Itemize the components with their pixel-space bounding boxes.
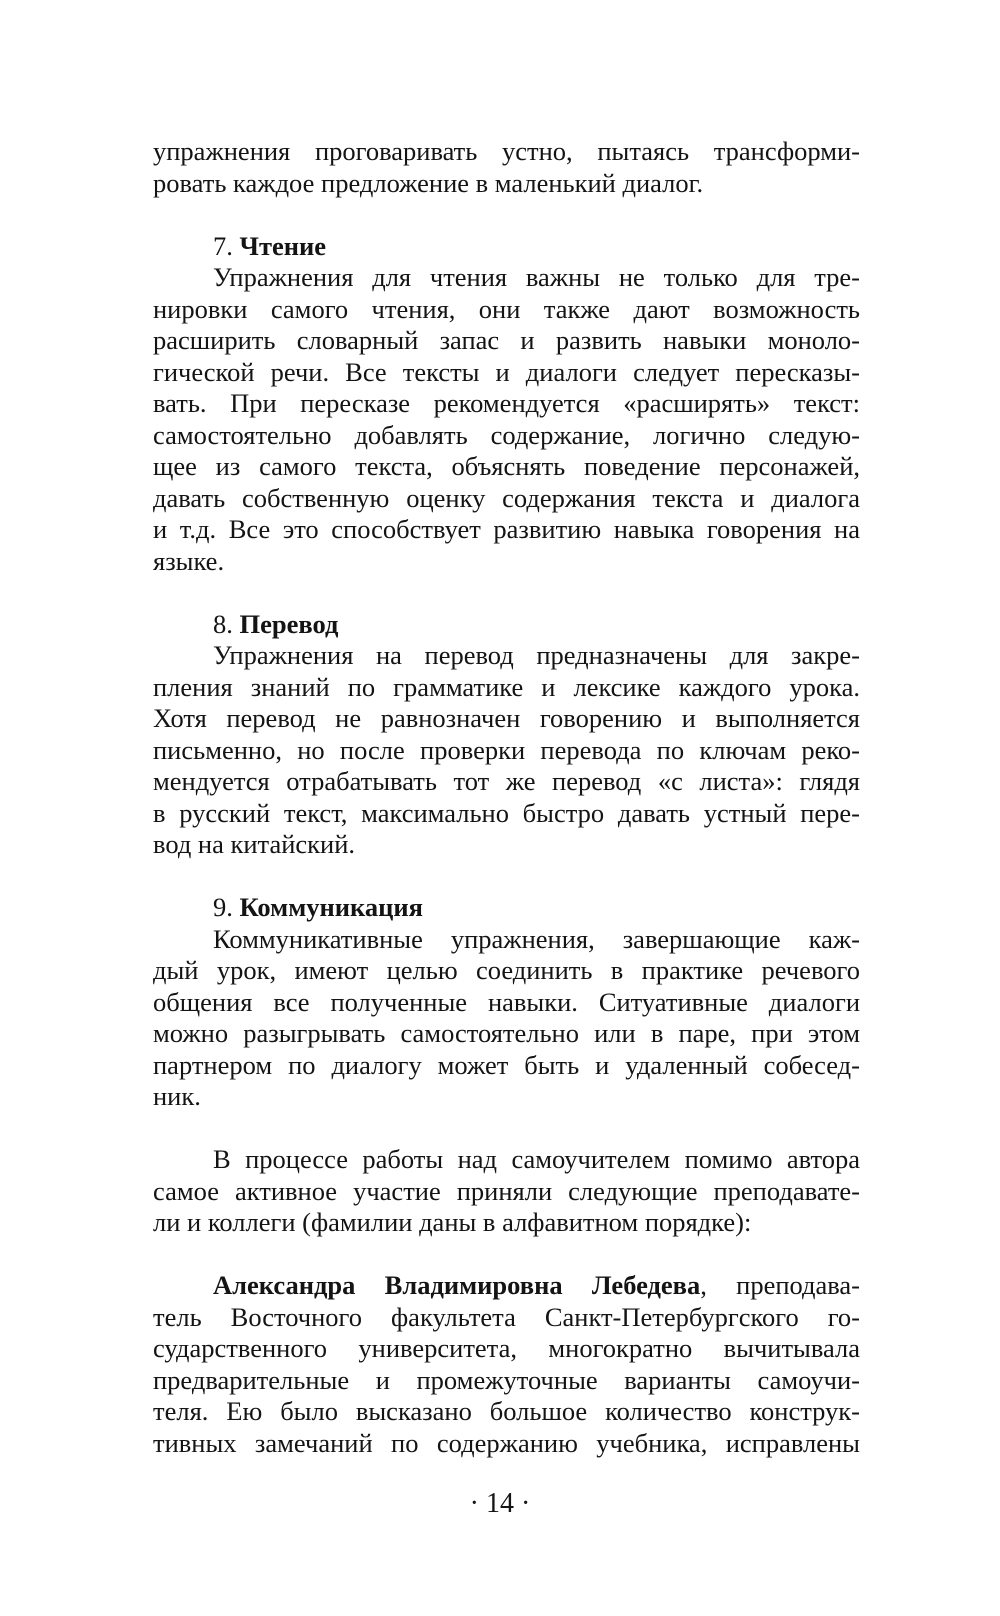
text-line: языке.: [153, 545, 225, 576]
page-number: · 14 ·: [469, 1488, 531, 1519]
text-line: гической речи. Все тексты и диалоги следует пересказы-: [153, 356, 860, 387]
section-number: 7.: [213, 230, 233, 261]
text-line: Коммуникативные упражнения, завершающие каж-: [213, 923, 860, 954]
text-line: тель Восточного факультета Санкт-Петербургского го-: [153, 1301, 860, 1332]
text-line: пления знаний по грамматике и лексике каждого урока.: [153, 671, 860, 702]
text-line: вать. При пересказе рекомендуется «расширять» текст:: [153, 388, 860, 418]
section-number: 9.: [213, 892, 233, 922]
contributor-name: Александра Владимировна Лебедева: [213, 1270, 701, 1300]
section-title: Коммуникация: [239, 892, 424, 922]
contributor-role: , преподава-: [700, 1270, 861, 1300]
paragraph-gap: [153, 861, 860, 893]
text-line: вод на китайский.: [153, 829, 356, 859]
text-line: самостоятельно добавлять содержание, логично следую-: [153, 419, 860, 450]
text-line: Упражнения на перевод предназначены для закре-: [213, 640, 860, 670]
text-line: в русский текст, максимально быстро давать устный пере-: [153, 797, 860, 828]
section-title: Чтение: [239, 230, 327, 261]
text-line: В процессе работы над самоучителем помимо автора: [213, 1144, 860, 1174]
text-line: общения все полученные навыки. Ситуативные диалоги: [153, 986, 860, 1017]
paragraph-gap: [153, 577, 860, 609]
text-line: ник.: [153, 1081, 201, 1111]
section-heading-translation: [153, 609, 860, 641]
text-line: партнером по диалогу может быть и удаленный собесед-: [153, 1049, 860, 1080]
text-line: мендуется отрабатывать тот же перевод «с листа»: глядя: [153, 766, 860, 796]
text-line: Хотя перевод не равнозначен говорению и выполняется: [153, 703, 860, 733]
text-line: давать собственную оценку содержания текста и диалога: [153, 482, 860, 513]
paragraph-gap: [153, 199, 860, 231]
text-line: сударственного университета, многократно вычитывала: [153, 1333, 860, 1363]
section-heading-communication: [153, 892, 860, 924]
text-line: Упражнения для чтения важны не только для тре-: [213, 262, 860, 292]
text-line: ровать каждое предложение в маленький диалог.: [153, 167, 704, 198]
text-line: письменно, но после проверки перевода по ключам реко-: [153, 734, 860, 765]
page-body: [153, 136, 860, 1459]
text-line: дый урок, имеют целью соединить в практике речевого: [153, 955, 860, 985]
paragraph-gap: [153, 1113, 860, 1145]
text-line: тивных замечаний по содержанию учебника, исправлены: [153, 1427, 860, 1458]
text-line: упражнения проговаривать устно, пытаясь трансформи-: [153, 136, 860, 166]
text-line: расширить словарный запас и развить навыки моноло-: [153, 325, 860, 355]
text-line: нировки самого чтения, они также дают возможность: [153, 293, 860, 324]
text-line: ли и коллеги (фамилии даны в алфавитном порядке):: [153, 1207, 752, 1237]
section-heading-reading: [153, 231, 860, 263]
contributor-line: [153, 1270, 860, 1302]
text-line: и т.д. Все это способствует развитию навыка говорения на: [153, 514, 860, 544]
section-number: 8.: [213, 608, 233, 639]
text-line: щее из самого текста, объяснять поведение персонажей,: [153, 451, 860, 481]
text-line: самое активное участие приняли следующие преподавате-: [153, 1175, 860, 1206]
section-title: Перевод: [239, 608, 339, 639]
text-line: можно разыгрывать самостоятельно или в паре, при этом: [153, 1018, 860, 1048]
text-line: теля. Ею было высказано большое количество конструк-: [153, 1396, 860, 1426]
paragraph-gap: [153, 1239, 860, 1271]
text-line: предварительные и промежуточные варианты самоучи-: [153, 1364, 860, 1395]
